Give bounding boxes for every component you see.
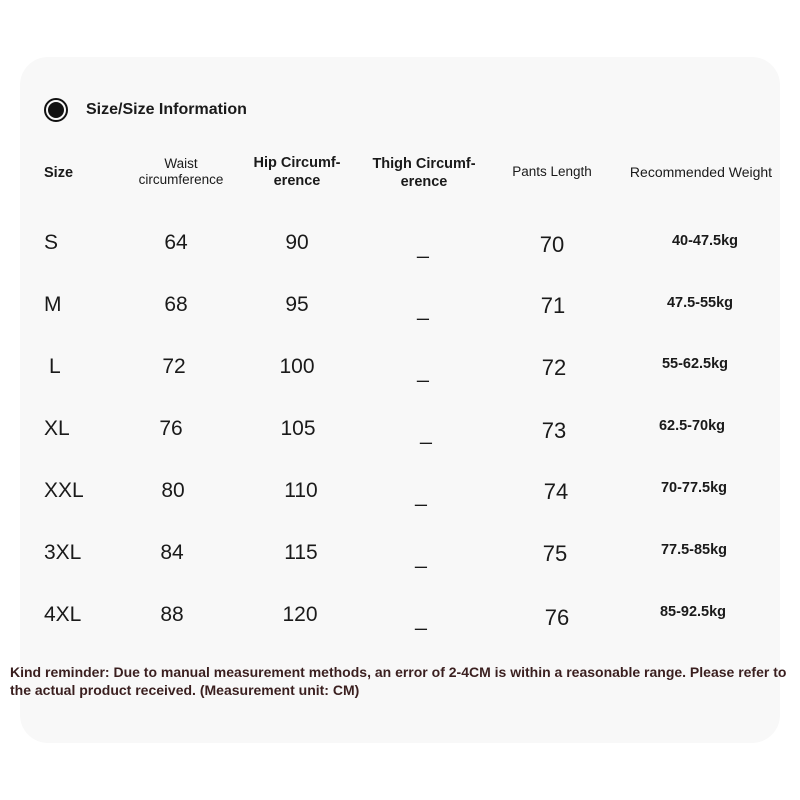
- row-thigh: _: [420, 422, 432, 445]
- row-waist: 72: [162, 355, 186, 378]
- row-hip: 105: [280, 417, 316, 440]
- row-waist: 64: [164, 231, 188, 254]
- row-pants: 75: [542, 541, 568, 566]
- row-thigh: _: [415, 484, 427, 507]
- row-thigh: _: [415, 546, 427, 569]
- row-size: M: [44, 293, 62, 316]
- row-weight: 55-62.5kg: [661, 356, 729, 372]
- header-thigh-line2: erence: [400, 174, 448, 190]
- row-pants: 71: [540, 293, 566, 318]
- row-size: L: [49, 355, 61, 378]
- row-hip: 110: [284, 479, 318, 502]
- header-weight: Recommended Weight: [629, 164, 773, 180]
- row-weight: 62.5-70kg: [658, 418, 726, 434]
- bullet-circle-icon: [44, 98, 68, 122]
- row-waist: 80: [161, 479, 185, 502]
- row-hip: 100: [279, 355, 315, 378]
- row-thigh: _: [417, 236, 429, 259]
- row-pants: 74: [543, 479, 569, 504]
- row-size: S: [44, 231, 59, 254]
- row-waist: 76: [159, 417, 183, 440]
- page-title: Size/Size Information: [86, 101, 247, 118]
- header-size: Size: [44, 165, 74, 181]
- header-hip: [242, 154, 352, 190]
- header-waist: [126, 156, 236, 188]
- header-waist-line2: circumference: [138, 172, 224, 187]
- row-hip: 95: [285, 293, 309, 316]
- row-hip: 115: [284, 541, 318, 564]
- measurement-reminder: Kind reminder: Due to manual measurement methods, an error of 2-4CM is within a reasonable range. Please refer to the actual product received. (Measurement unit: CM): [10, 664, 787, 698]
- row-size: 4XL: [44, 603, 82, 626]
- row-hip: 90: [285, 231, 309, 254]
- row-weight: 47.5-55kg: [666, 295, 734, 311]
- header-hip-line2: erence: [273, 173, 321, 189]
- header-pants: Pants Length: [512, 164, 592, 179]
- row-pants: 73: [541, 418, 567, 443]
- row-weight: 85-92.5kg: [659, 604, 727, 620]
- row-pants: 76: [544, 605, 570, 630]
- row-hip: 120: [282, 603, 318, 626]
- row-waist: 88: [160, 603, 184, 626]
- header-thigh-line1: Thigh Circumf-: [372, 156, 476, 172]
- header-hip-line1: Hip Circumf-: [253, 155, 341, 171]
- row-thigh: _: [417, 298, 429, 321]
- header-waist-line1: Waist: [164, 156, 198, 171]
- row-waist: 84: [160, 541, 184, 564]
- row-pants: 72: [541, 355, 567, 380]
- row-weight: 40-47.5kg: [671, 233, 739, 249]
- row-pants: 70: [539, 232, 565, 257]
- row-thigh: _: [415, 608, 427, 631]
- header-thigh: [360, 155, 488, 191]
- row-thigh: _: [417, 360, 429, 383]
- row-size: XL: [44, 417, 70, 440]
- section-heading: [44, 96, 247, 124]
- row-size: 3XL: [44, 541, 82, 564]
- row-waist: 68: [164, 293, 188, 316]
- row-weight: 70-77.5kg: [660, 480, 728, 496]
- row-size: XXL: [44, 479, 84, 502]
- row-weight: 77.5-85kg: [660, 542, 728, 558]
